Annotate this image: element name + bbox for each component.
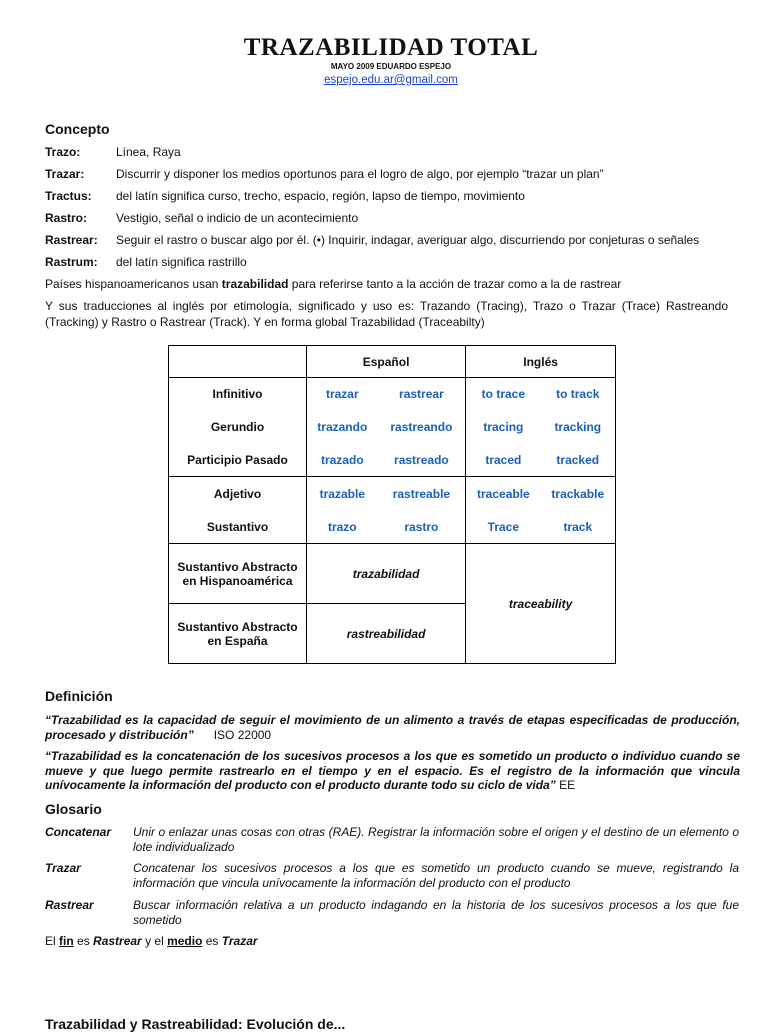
cell-en: Trace [466, 510, 541, 543]
cell-en: traceable [477, 486, 530, 501]
term-description: del latín significa curso, trecho, espacio, región, lapso de tiempo, movimiento [116, 189, 525, 203]
glossary-description: Buscar información relativa a un producto indagando en la historia de los sucesivos procesos a los que fue sometido [133, 898, 739, 927]
cell-es: trazado [307, 443, 378, 476]
summary-line [45, 934, 258, 948]
term-description: Línea, Raya [116, 145, 181, 159]
cell-en: to track [541, 378, 616, 411]
cell-es: trazo [307, 510, 378, 543]
table-row [169, 510, 616, 543]
cell-en: tracked [541, 443, 616, 476]
cell-es: rastro [378, 510, 466, 543]
cell-en: tracing [483, 420, 524, 435]
cell-es: rastreando [378, 411, 466, 443]
row-label: Sustantivo Abstracto en Hispanoamérica [169, 544, 307, 604]
summary-text: El [45, 934, 60, 948]
cell-es: rastreado [378, 443, 466, 476]
summary-text: y el [141, 934, 168, 948]
header-espanol: Español [307, 346, 466, 378]
page-title: TRAZABILIDAD TOTAL [243, 34, 539, 61]
table-row [169, 477, 616, 510]
summary-rastrear: Rastrear [93, 934, 142, 948]
summary-text: es [202, 934, 222, 948]
header-ingles: Inglés [466, 346, 616, 378]
para-bold-term: trazabilidad [221, 277, 289, 291]
row-label: Adjetivo [169, 477, 307, 510]
glossary-description: Concatenar los sucesivos procesos a los que es sometido un producto cuando se mueve, registrando la información que vincula unívocamente la información del producto con el producto [133, 861, 739, 890]
cell-es: rastrear [378, 378, 466, 411]
glosario-heading: Glosario [45, 801, 102, 817]
row-label: Infinitivo [169, 378, 307, 411]
row-label: Gerundio [169, 411, 307, 443]
cell-es: trazar [325, 387, 359, 402]
row-label: Sustantivo [169, 510, 307, 543]
cell-es: trazando [317, 420, 368, 435]
glossary-term: Rastrear [45, 898, 94, 912]
cell-es: rastreable [378, 477, 466, 510]
glossary-description: Unir o enlazar unas cosas con otras (RAE). Registrar la información sobre el origen y el destino de un elemento o lote individualizado [133, 825, 739, 854]
cell-es: trazable [319, 486, 365, 501]
cell-en: trackable [541, 477, 616, 510]
term-description: Discurrir y disponer los medios oportunos para el logro de algo, por ejemplo “trazar un plan” [116, 167, 604, 181]
table-header-row [169, 346, 616, 378]
cell-abstract-es: trazabilidad [307, 544, 466, 604]
quote-source: ISO 22000 [213, 727, 272, 742]
cell-en: tracking [541, 411, 616, 443]
term-description: del latín significa rastrillo [116, 255, 247, 269]
quote-source: EE [559, 778, 576, 792]
glossary-term: Trazar [45, 861, 81, 875]
table-row [169, 443, 616, 476]
table-row [169, 411, 616, 443]
summary-fin: fin [59, 934, 74, 948]
cell-abstract-es: rastreabilidad [307, 604, 466, 664]
row-label: Sustantivo Abstracto en España [169, 604, 307, 664]
next-section-heading: Trazabilidad y Rastreabilidad: Evolución de... [45, 1016, 346, 1032]
definicion-heading: Definición [45, 688, 113, 704]
quote-text: “Trazabilidad es la concatenación de los sucesivos procesos a los que es sometido un producto o individuo cuando se mueve y que luego permite rastrearlo en el tiempo y en el espacio. Es el registro de la información que vincula unívocamente la información del producto con el producto durante todo su ciclo de vida” [45, 749, 740, 792]
term-label: Rastrear: [45, 233, 98, 247]
table-corner-cell [169, 346, 307, 378]
cell-en: track [541, 510, 616, 543]
quote-text: “Trazabilidad es la capacidad de seguir el movimiento de un alimento a través de etapas especificadas de producción, procesado y distribución” [45, 713, 740, 742]
term-description: Seguir el rastro o buscar algo por él. (•) Inquirir, indagar, averiguar algo, discurriendo por conjeturas o señales [116, 233, 700, 247]
cell-en: traced [466, 443, 541, 476]
cell-en: to trace [481, 387, 526, 402]
author-line: MAYO 2009 EDUARDO ESPEJO [330, 62, 452, 71]
summary-trazar: Trazar [221, 934, 258, 948]
term-label: Tractus: [45, 189, 92, 203]
term-label: Rastro: [45, 211, 88, 225]
term-description: Vestigio, señal o indicio de un acontecimiento [116, 211, 359, 225]
summary-text: es [73, 934, 94, 948]
summary-medio: medio [167, 934, 203, 948]
definition-quote [45, 713, 740, 742]
table-row [169, 378, 616, 411]
email-link[interactable]: espejo.edu.ar@gmail.com [324, 74, 458, 86]
concepto-heading: Concepto [45, 121, 110, 137]
para-text: para referirse tanto a la acción de trazar como a la de rastrear [288, 277, 622, 291]
table-row-abstract [169, 544, 616, 604]
row-label: Participio Pasado [169, 443, 307, 476]
cell-abstract-en: traceability [466, 544, 616, 664]
term-label: Rastrum: [45, 255, 98, 269]
glossary-term: Concatenar [45, 825, 112, 839]
definition-quote [45, 749, 740, 793]
translation-table [168, 345, 616, 664]
term-label: Trazo: [45, 145, 81, 159]
paragraph-traducciones: Y sus traducciones al inglés por etimología, significado y uso es: Trazando (Tracing), Trazo o Trazar (Trace) Rastreando (Tracking) y Rastro o Rastrear (Track). Y en forma global Trazabilidad (Traceabilty) [45, 299, 728, 329]
para-text: Países hispanoamericanos usan [45, 277, 222, 291]
term-label: Trazar: [45, 167, 85, 181]
paragraph-trazabilidad [45, 276, 728, 292]
